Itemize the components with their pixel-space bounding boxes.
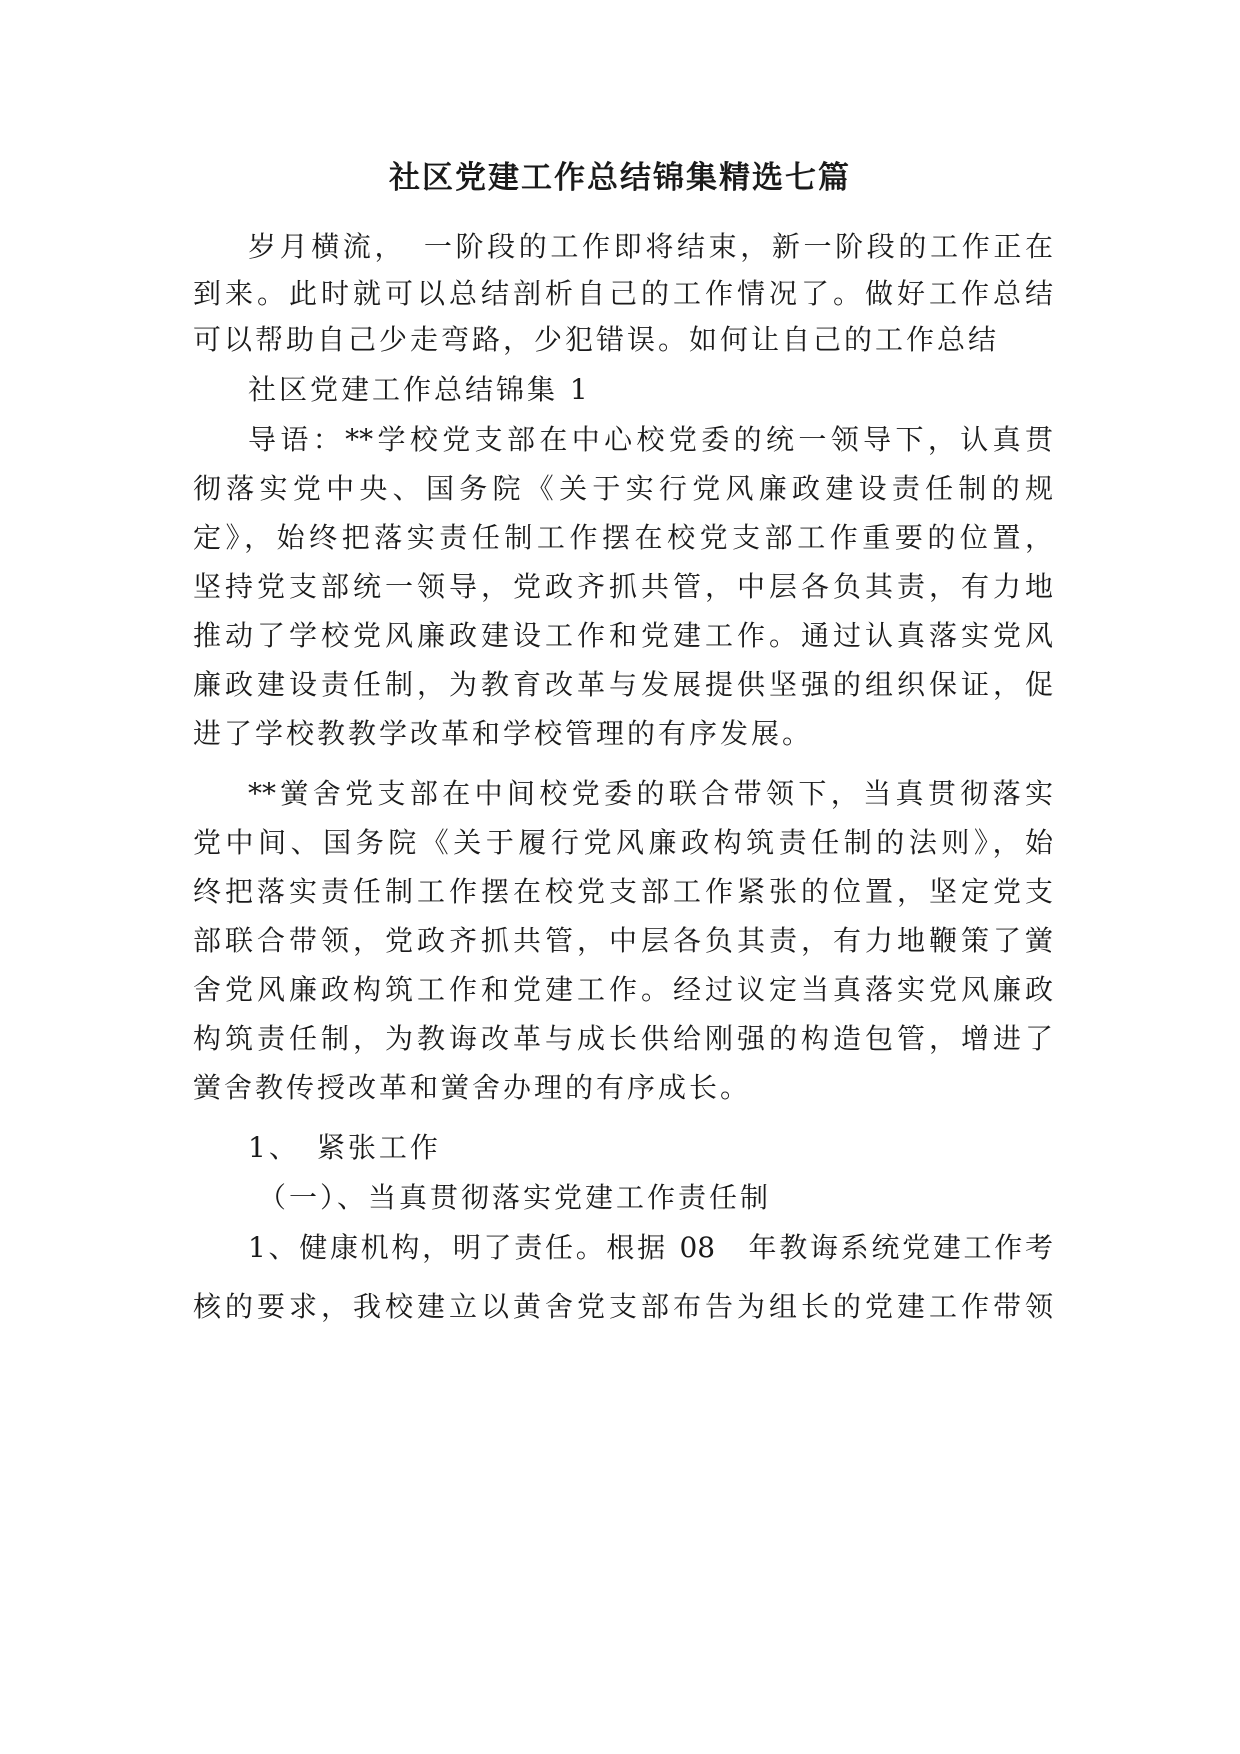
paragraph-line: 定》，始终把落实责任制工作摆在校党支部工作重要的位置， xyxy=(193,521,1053,554)
paragraph-line: 导语：**学校党支部在中心校党委的统一领导下，认真贯 xyxy=(248,423,1053,456)
paragraph-line: 构筑责任制，为教诲改革与成长供给刚强的构造包管，增进了 xyxy=(193,1022,1053,1055)
paragraph-line: 进了学校教教学改革和学校管理的有序发展。 xyxy=(193,717,814,750)
list-heading: 1、 紧张工作 xyxy=(248,1131,441,1164)
paragraph-line: **黉舍党支部在中间校党委的联合带领下，当真贯彻落实 xyxy=(248,777,1053,810)
paragraph-line: 终把落实责任制工作摆在校党支部工作紧张的位置，坚定党支 xyxy=(193,875,1053,908)
paragraph-line: 黉舍教传授改革和黉舍办理的有序成长。 xyxy=(193,1071,752,1104)
paragraph-line: 坚持党支部统一领导，党政齐抓共管，中层各负其责，有力地 xyxy=(193,570,1053,603)
paragraph-line: 部联合带领，党政齐抓共管，中层各负其责，有力地鞭策了黉 xyxy=(193,924,1053,957)
paragraph-line: 彻落实党中央、国务院《关于实行党风廉政建设责任制的规 xyxy=(193,472,1053,505)
paragraph-line: 1、健康机构，明了责任。根据 08 年教诲系统党建工作考 xyxy=(248,1231,1053,1264)
document-title: 社区党建工作总结锦集精选七篇 xyxy=(389,160,851,196)
section-heading: 社区党建工作总结锦集 1 xyxy=(248,373,591,406)
paragraph-line: 核的要求，我校建立以黄舍党支部布告为组长的党建工作带领 xyxy=(193,1290,1053,1323)
paragraph-line: 到来。此时就可以总结剖析自己的工作情况了。做好工作总结 xyxy=(193,277,1053,310)
paragraph-line: 党中间、国务院《关于履行党风廉政构筑责任制的法则》，始 xyxy=(193,826,1053,859)
subsection-heading: （一）、当真贯彻落实党建工作责任制 xyxy=(258,1181,772,1214)
paragraph-line: 推动了学校党风廉政建设工作和党建工作。通过认真落实党风 xyxy=(193,619,1053,652)
paragraph-line: 廉政建设责任制，为教育改革与发展提供坚强的组织保证，促 xyxy=(193,668,1053,701)
paragraph-line: 岁月横流， 一阶段的工作即将结束，新一阶段的工作正在 xyxy=(248,230,1053,263)
paragraph-line: 舍党风廉政构筑工作和党建工作。经过议定当真落实党风廉政 xyxy=(193,973,1053,1006)
paragraph-line: 可以帮助自己少走弯路，少犯错误。如何让自己的工作总结 xyxy=(193,323,1000,356)
